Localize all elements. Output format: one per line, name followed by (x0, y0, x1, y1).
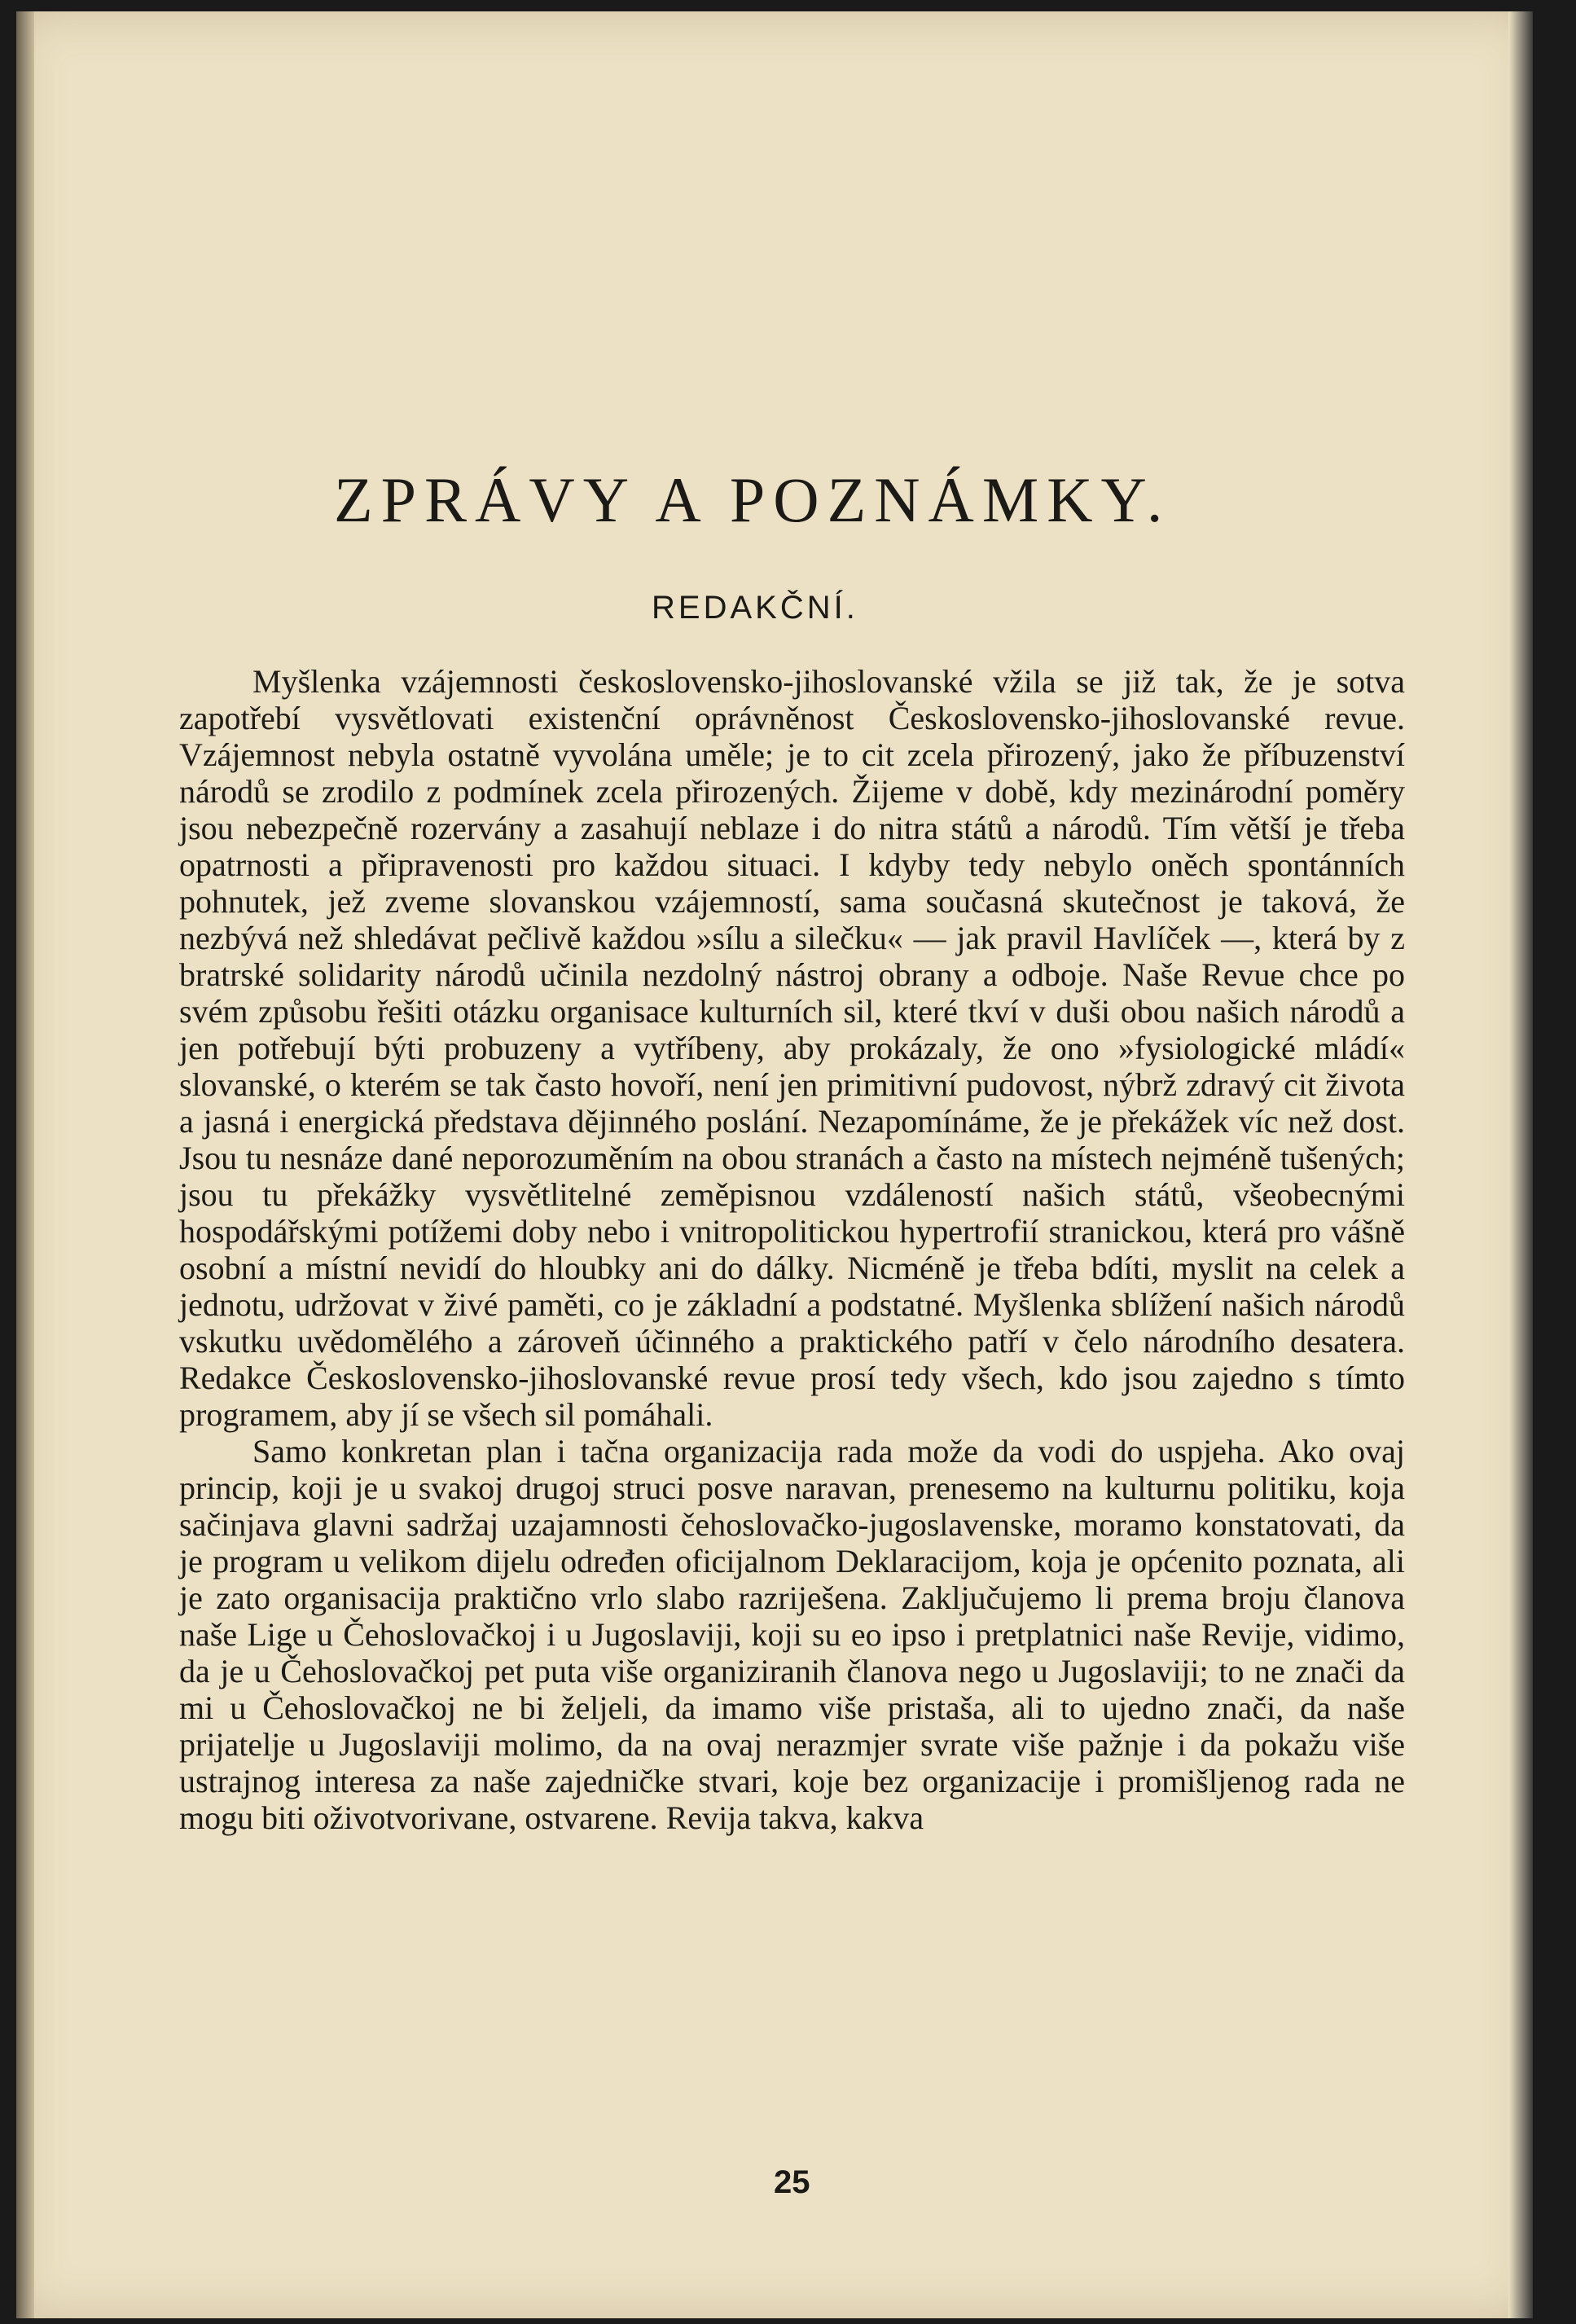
section-subtitle: REDAKČNÍ. (652, 590, 858, 626)
book-page (16, 11, 1533, 2318)
page-number: 25 (774, 2164, 810, 2200)
page-edge (1508, 11, 1533, 2318)
page-binding-shadow (16, 11, 34, 2318)
section-title: ZPRÁVY A POZNÁMKY. (334, 464, 1171, 535)
paragraph-croatian: Samo konkretan plan i tačna organizacija rada može da vodi do uspjeha. Ako ovaj princip, koji je u svakoj drugoj struci posve naravan, prenesemo na kulturnu politiku, koja sačinjava glavni sadržaj uzajamnosti čehoslovačko-jugoslavenske, moramo konstatovati, da je program u velikom dijelu određen oficijalnom Deklaracijom, koja je općenito poznata, ali je zato organisacija praktično vrlo slabo razriješena. Zaključujemo li prema broju članova naše Lige u Čehoslovačkoj i u Jugoslaviji, koji su eo ipso i pretplatnici naše Revije, vidimo, da je u Čehoslovačkoj pet puta više organiziranih članova nego u Jugoslaviji; to ne znači da mi u Čehoslovačkoj ne bi željeli, da imamo više pristaša, ali to ujedno znači, da naše prijatelje u Jugoslaviji molimo, da na ovaj nerazmjer svrate više pažnje i da pokažu više ustrajnog interesa za naše zajedničke stvari, koje bez organizacije i promišljenog rada ne mogu biti oživotvorivane, ostvarene. Revija takva, kakva (179, 1433, 1405, 1836)
paragraph-czech: Myšlenka vzájemnosti československo-jihoslovanské vžila se již tak, že je sotva zapotřebí vysvětlovati existenční oprávněnost Československo-jihoslovanské revue. Vzájemnost nebyla ostatně vyvolána uměle; je to cit zcela přirozený, jako že příbuzenství národů se zrodilo z podmínek zcela přirozených. Žijeme v době, kdy mezinárodní poměry jsou nebezpečně rozervány a zasahují neblaze i do nitra států a národů. Tím větší je třeba opatrnosti a připravenosti pro každou situaci. I kdyby tedy nebylo oněch spontánních pohnutek, jež zveme slovanskou vzájemností, sama současná skutečnost je taková, že nezbývá než shledávat pečlivě každou »sílu a silečku« — jak pravil Havlíček —, která by z bratrské solidarity národů učinila nezdolný nástroj obrany a odboje. Naše Revue chce po svém způsobu řešiti otázku organisace kulturních sil, které tkví v duši obou našich národů a jen potřebují býti probuzeny a vytříbeny, aby prokázaly, že ono »fysiologické mládí« slovanské, o kterém se tak často hovoří, není jen primitivní pudovost, nýbrž zdravý cit života a jasná i energická představa dějinného poslání. Nezapomínáme, že je překážek víc než dost. Jsou tu nesnáze dané neporozuměním na obou stranách a často na místech nejméně tušených; jsou tu překážky vysvětlitelné zeměpisnou vzdáleností našich států, všeobecnými hospodářskými potížemi doby nebo i vnitropolitickou hypertrofií stranickou, která pro vášně osobní a místní nevidí do hloubky ani do dálky. Nicméně je třeba bdíti, myslit na celek a jednotu, udržovat v živé paměti, co je základní a podstatné. Myšlenka sblížení našich národů vskutku uvědomělého a zároveň účinného a praktického patří v čelo národního desatera. Redakce Československo-jihoslovanské revue prosí tedy všech, kdo jsou zajedno s tímto programem, aby jí se všech sil pomáhali. (179, 663, 1405, 1433)
article-body (179, 663, 1405, 1836)
